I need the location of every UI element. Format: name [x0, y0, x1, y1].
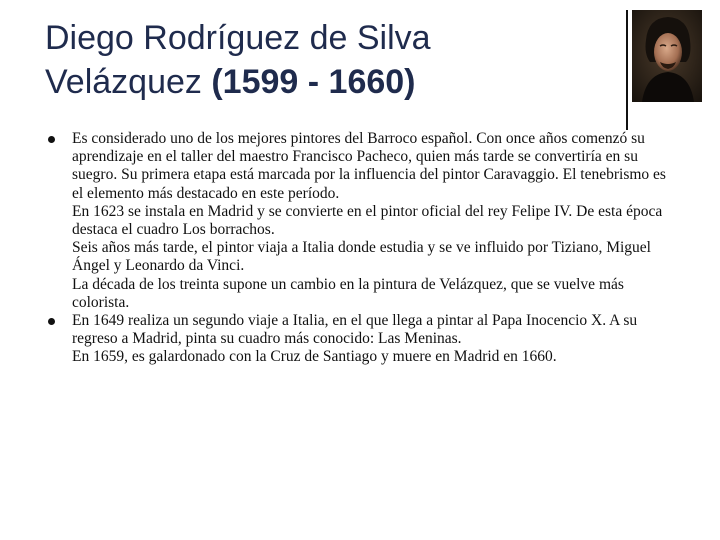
slide-title	[45, 16, 605, 104]
velazquez-portrait	[632, 10, 702, 102]
bullet-paragraph: En 1659, es galardonado con la Cruz de Santiago y muere en Madrid en 1660.	[72, 348, 557, 366]
bullet-paragraph: La década de los treinta supone un cambio en la pintura de Velázquez, que se vuelve más colorista.	[72, 275, 624, 311]
bullet-item-early-career	[48, 130, 678, 312]
title-name-line2: Velázquez	[45, 63, 212, 101]
bullet-paragraph: Seis años más tarde, el pintor viaja a Italia donde estudia y se ve influido por Tiziano, Miguel Ángel y Leonardo da Vinci.	[72, 239, 651, 275]
bullet-dot-icon	[48, 136, 55, 143]
portrait-image	[626, 10, 710, 130]
title-name-line1: Diego Rodríguez de Silva	[45, 19, 431, 57]
bullet-paragraph: Es considerado uno de los mejores pintores del Barroco español. Con once años comenzó su aprendizaje en el taller del maestro Francisco Pacheco, quien más tarde se convertiría en su suegro. Su primera etapa está marcada por la influencia del pintor Caravaggio. El tenebrismo es el elemento más destacado en este período.	[72, 130, 666, 202]
bullet-paragraph: En 1623 se instala en Madrid y se convierte en el pintor oficial del rey Felipe IV. De esta época destaca el cuadro Los borrachos.	[72, 202, 663, 239]
divider-line	[626, 10, 628, 130]
title-dates: (1599 - 1660)	[211, 63, 416, 101]
bullet-list	[48, 130, 678, 367]
bullet-dot-icon	[48, 318, 55, 325]
bullet-paragraph: En 1649 realiza un segundo viaje a Italia, en el que llega a pintar al Papa Inocencio X. A su regreso a Madrid, pinta su cuadro más conocido: Las Meninas.	[72, 312, 638, 348]
bullet-item-later-career	[48, 312, 678, 367]
